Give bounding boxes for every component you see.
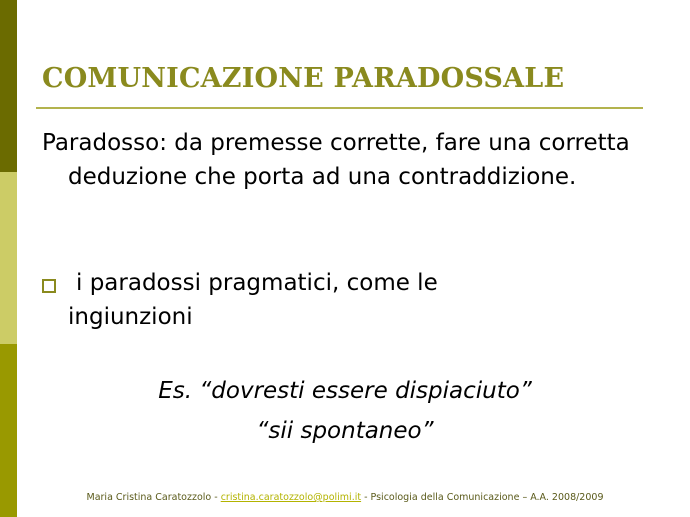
title-divider [36,107,643,109]
sidebar-segment-middle [0,172,17,344]
footer-separator: - [211,492,221,503]
bullet-text [42,266,642,334]
sidebar-segment-top [0,0,17,172]
footer-separator: - [361,492,371,503]
example-line-1: Es. “dovresti essere dispiaciuto” [158,378,532,404]
footer-email-link[interactable]: cristina.caratozzolo@polimi.it [220,492,362,503]
bullet-text-line1: i paradossi pragmatici, come le [76,270,438,296]
footer-course: Psicologia della Comunicazione – A.A. 2008/2009 [370,492,604,503]
bullet-item [42,266,642,334]
bullet-text-line2: ingiunzioni [68,304,193,330]
slide-title: COMUNICAZIONE PARADOSSALE [42,63,565,94]
slide-footer [0,492,690,503]
footer-author: Maria Cristina Caratozzolo [86,492,212,503]
square-bullet-icon [42,279,56,293]
example-line-2: “sii spontaneo” [256,418,434,444]
definition-paragraph: Paradosso: da premesse corrette, fare una corretta deduzione che porta ad una contraddizione. [42,130,630,190]
